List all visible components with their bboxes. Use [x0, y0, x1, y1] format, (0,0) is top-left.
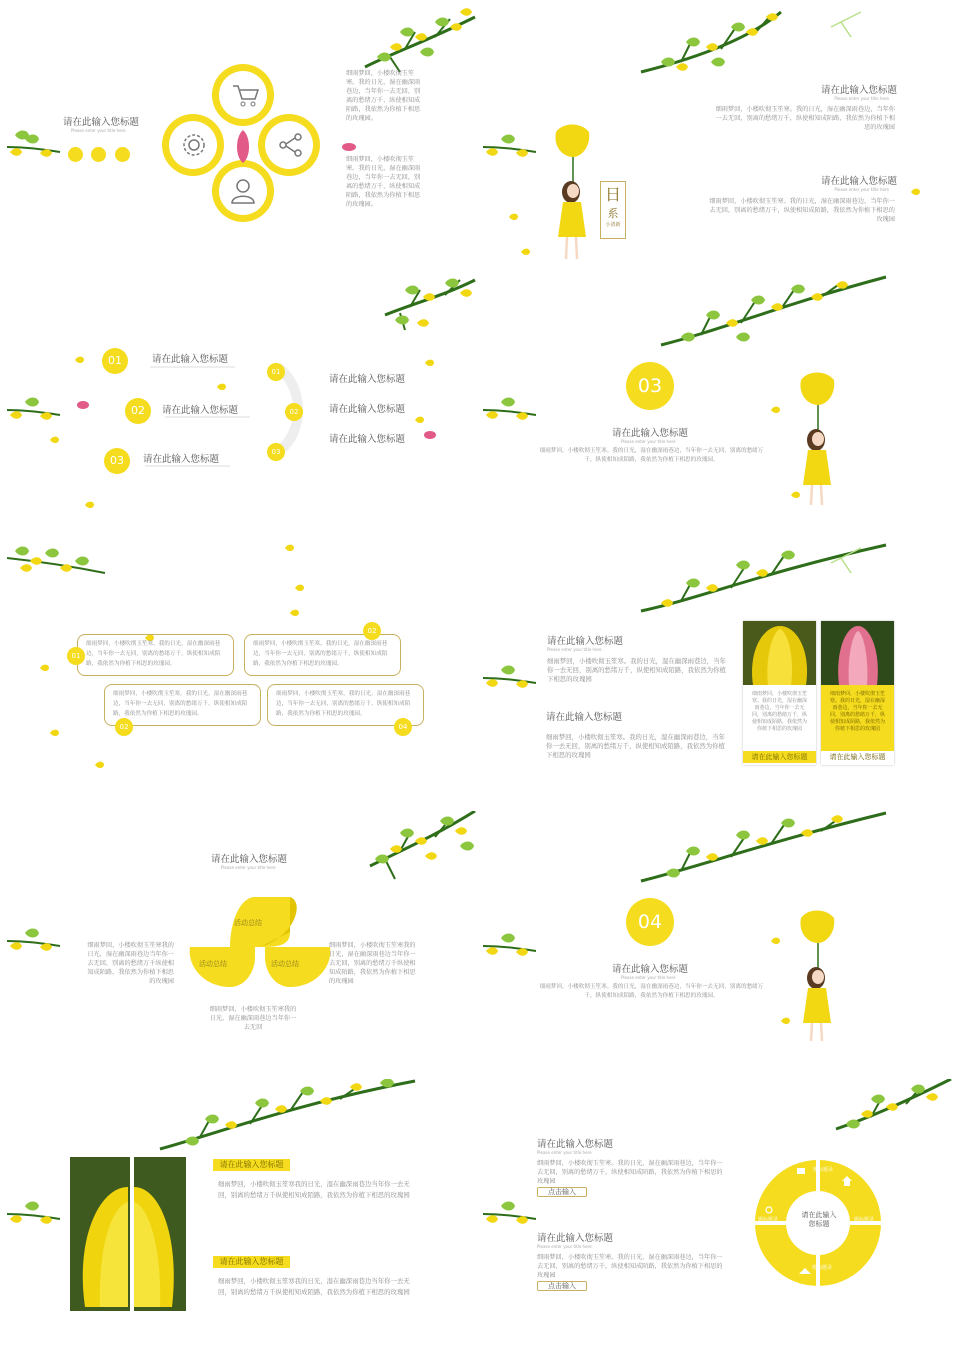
branch-decoration	[481, 1079, 957, 1346]
section-body: 细雨梦回，小楼吹彻玉笙寒。我的日光，湿在幽深雨巷边，当年你一去无回，别离的愁绪万千，纵使相知成陌路，我依然为你植下相思的玫瑰园。	[539, 984, 764, 999]
petal-label-right: 活动总结	[271, 960, 299, 968]
number-badge: 02	[285, 403, 303, 421]
card-badge: 02	[115, 718, 133, 736]
paragraph-2: 细雨梦回，小楼吹彻玉笙寒。我的日光，湿在幽深雨巷边，当年你一去无回，别离的愁绪万千，纵使相知成陌路，我依然为你植下相思的玫瑰园	[537, 1254, 723, 1279]
slide-title: 请在此输入您标题	[211, 854, 288, 865]
photo-card-2	[821, 621, 894, 765]
dot-2	[91, 147, 106, 162]
segment-label-3: 题标题录	[812, 1265, 833, 1271]
slide-8	[481, 811, 957, 1078]
card-text: 细雨梦回，小楼吹彻玉笙寒，我的日光，湿在幽深雨巷边，当年你一去无回，别离的愁绪万千，纵使相知成陌路，我依然为你植下相思的玫瑰园。	[113, 691, 248, 717]
heading-2: 请在此输入您标题	[537, 1233, 614, 1244]
paragraph-2: 细雨梦回，小楼吹彻玉笙寒。我的日光，湿在幽深雨巷边，当年你一去无回，别离的愁绪万千，纵使相知成陌路，我依然为你植下相思的玫瑰园。	[346, 156, 421, 208]
paragraph-1: 细雨梦回，小楼吹彻玉笙寒。我的日光，湿在幽深雨巷边，当年你一去无回，别离的愁绪万千，纵使相知成陌路，我依然为你植下相思的玫瑰园	[537, 1160, 723, 1185]
section-subtitle: Please enter your title here	[621, 975, 676, 980]
tulip-photo-split	[70, 1157, 186, 1311]
card-text: 细雨梦回，小楼吹彻玉笙寒。我的日光，湿在幽深雨巷边，当年你一去无回，别离的愁绪万千，纵使相知成陌路，我依然为你植下相思的玫瑰园	[751, 691, 807, 732]
dot-3	[115, 147, 130, 162]
heading-1: 请在此输入您标题	[820, 85, 897, 96]
click-input-button-1[interactable]: 点击输入	[537, 1187, 587, 1197]
number-badge: 03	[104, 448, 130, 474]
branch-decoration	[5, 543, 481, 810]
card-badge: 01	[67, 647, 85, 665]
heading-2: 请在此输入您标题	[820, 176, 897, 187]
cart-icon	[231, 83, 259, 107]
slide-4	[481, 275, 957, 542]
slide-title: 请在此输入您标题	[63, 117, 140, 128]
list-label: 请在此输入您标题	[329, 374, 406, 385]
branch-decoration	[5, 275, 481, 542]
subheading-1: Please enter your title here	[834, 96, 889, 101]
segment-label-1: 题标题录	[813, 1167, 834, 1173]
paragraph-2: 细雨梦回，小楼吹彻玉笙寒。我的日光，湿在幽深雨巷边，当年你一去无回，别离的愁绪万千，纵使相知成陌路，我依然为你植下相思的玫瑰园	[709, 198, 895, 223]
text-card-1	[77, 634, 234, 676]
list-label: 请在此输入您标题	[329, 434, 406, 445]
card-button[interactable]: 请在此输入您标题	[743, 751, 816, 763]
number-badge: 01	[102, 348, 128, 374]
section-number: 04	[626, 898, 674, 946]
badge-char-2: 系	[607, 207, 619, 220]
subheading-2: Please enter your title here	[834, 187, 889, 192]
slide-1	[5, 7, 481, 274]
photo-card-1	[743, 621, 816, 765]
three-petal-diagram	[185, 897, 335, 997]
dot-1	[68, 147, 83, 162]
section-body: 细雨梦回，小楼吹彻玉笙寒。我的日光，湿在幽深雨巷边，当年你一去无回，别离的愁绪万千，纵使相知成陌路，我依然为你植下相思的玫瑰园。	[539, 448, 764, 463]
heading-1: 请在此输入您标题	[213, 1159, 290, 1171]
number-badge: 02	[125, 398, 151, 424]
branch-decoration	[481, 275, 957, 542]
list-label: 请在此输入您标题	[329, 404, 406, 415]
heading-2: 请在此输入您标题	[213, 1256, 290, 1268]
click-input-button-2[interactable]: 点击输入	[537, 1281, 587, 1291]
tulip-photo-pink	[821, 621, 894, 685]
section-number: 03	[626, 362, 674, 410]
badge-char-1: 日	[604, 185, 621, 204]
slide-10	[481, 1079, 957, 1346]
share-icon	[277, 131, 305, 159]
slide-6	[481, 543, 957, 810]
slide-subtitle: Please enter your title here	[221, 865, 276, 870]
paragraph-1: 细雨梦回，小楼吹彻玉笙寒。我的日光，湿在幽深雨巷边，当年你一去无回，别离的愁绪万千，纵使相知成陌路，我依然为你植下相思的玫瑰园	[547, 657, 726, 683]
list-label: 请在此输入您标题	[152, 354, 229, 365]
card-button[interactable]: 请在此输入您标题	[829, 753, 886, 761]
card-badge: 02	[363, 622, 381, 640]
bottom-paragraph: 细雨梦回，小楼吹彻玉笙寒我的日光，湿在幽深雨巷边当年你一去无回	[209, 1006, 297, 1031]
subheading-1: Please enter your title here	[537, 1150, 592, 1155]
slide-7	[5, 811, 481, 1078]
heading-2: 请在此输入您标题	[546, 712, 623, 723]
girl-illustration	[786, 913, 856, 1053]
paragraph-1: 细雨梦回，小楼吹彻玉笙寒。我的日光，湿在幽深雨巷边，当年你一去无回，别离的愁绪万千，纵使相知成陌路，我依然为你植下相思的玫瑰园。	[346, 70, 421, 122]
user-icon	[229, 177, 257, 205]
branch-decoration	[481, 811, 957, 1078]
title-badge	[600, 181, 626, 239]
petal-label-left: 活动总结	[199, 960, 227, 968]
gear-icon	[180, 131, 208, 159]
number-badge: 03	[267, 443, 285, 461]
slide-3	[5, 275, 481, 542]
number-badge: 01	[267, 363, 285, 381]
slide-2	[481, 7, 957, 274]
paragraph-2: 细雨梦回，小楼吹彻玉笙寒我的日光，湿在幽深雨巷边当年你一去无回，别离的愁绪万千纵使相知成陌路，我依然为你植下相思的玫瑰园	[218, 1277, 410, 1296]
card-text: 细雨梦回，小楼吹彻玉笙寒。我的日光，湿在幽深雨巷边，当年你一去无回，别离的愁绪万千，纵使相知成陌路，我依然为你植下相思的玫瑰园	[829, 691, 885, 732]
paragraph-2: 细雨梦回，小楼吹彻玉笙寒。我的日光，湿在幽深雨巷边，当年你一去无回，别离的愁绪万千，纵使相知成陌路，我依然为你植下相思的玫瑰园	[546, 733, 725, 759]
section-subtitle: Please enter your title here	[621, 439, 676, 444]
card-badge: 04	[394, 718, 412, 736]
badge-small: 小清新	[605, 222, 621, 228]
slide-5	[5, 543, 481, 810]
paragraph-1: 细雨梦回，小楼吹彻玉笙寒我的日光，湿在幽深雨巷边当年你一去无回，别离的愁绪万千纵使相知成陌路，我依然为你植下相思的玫瑰园	[218, 1180, 410, 1199]
segment-label-4: 题标题录	[758, 1217, 779, 1223]
subheading-2: Please enter your title here	[537, 1244, 592, 1249]
center-label: 请在此输入 您标题	[801, 1211, 837, 1228]
text-card-2	[244, 634, 401, 676]
slide-9	[5, 1079, 481, 1346]
girl-illustration	[786, 375, 856, 515]
section-title: 请在此输入您标题	[612, 964, 689, 975]
petal-label-top: 活动总结	[234, 919, 262, 927]
left-paragraph: 细雨梦回，小楼吹彻玉笙寒我的日光，湿在幽深雨巷边当年你一去无回，别离的愁绪万千纵使相知成陌路，我依然为你植下相思的玫瑰园	[87, 942, 174, 985]
heading-1: 请在此输入您标题	[537, 1139, 614, 1150]
section-title: 请在此输入您标题	[612, 428, 689, 439]
slide-subtitle: Please enter your title here	[71, 128, 126, 133]
right-paragraph: 细雨梦回，小楼吹彻玉笙寒我的日光，湿在幽深雨巷边当年你一去无回，别离的愁绪万千纵使相知成陌路，我依然为你植下相思的玫瑰园	[329, 942, 416, 985]
paragraph-1: 细雨梦回，小楼吹彻玉笙寒。我的日光，湿在幽深雨巷边，当年你一去无回，别离的愁绪万千，纵使相知成陌路，我依然为你植下相思的玫瑰园	[715, 106, 895, 131]
card-text: 细雨梦回，小楼吹彻玉笙寒，我的日光，湿在幽深雨巷边，当年你一去无回，别离的愁绪万千，纵使相知成陌路，我依然为你植下相思的玫瑰园。	[86, 641, 221, 667]
card-text: 细雨梦回，小楼吹彻玉笙寒，我的日光，湿在幽深雨巷边，当年你一去无回，别离的愁绪万千，纵使相知成陌路，我依然为你植下相思的玫瑰园。	[276, 691, 411, 717]
heading-1: 请在此输入您标题	[547, 636, 624, 647]
segment-label-2: 题标题录	[854, 1217, 875, 1223]
list-label: 请在此输入您标题	[162, 405, 239, 416]
card-text: 细雨梦回，小楼吹彻玉笙寒，我的日光，湿在幽深雨巷边，当年你一去无回，别离的愁绪万千，纵使相知成陌路，我依然为你植下相思的玫瑰园。	[253, 641, 388, 667]
list-label: 请在此输入您标题	[143, 454, 220, 465]
tulip-photo-yellow	[743, 621, 816, 685]
subheading-1: Please enter your title here	[547, 647, 602, 652]
